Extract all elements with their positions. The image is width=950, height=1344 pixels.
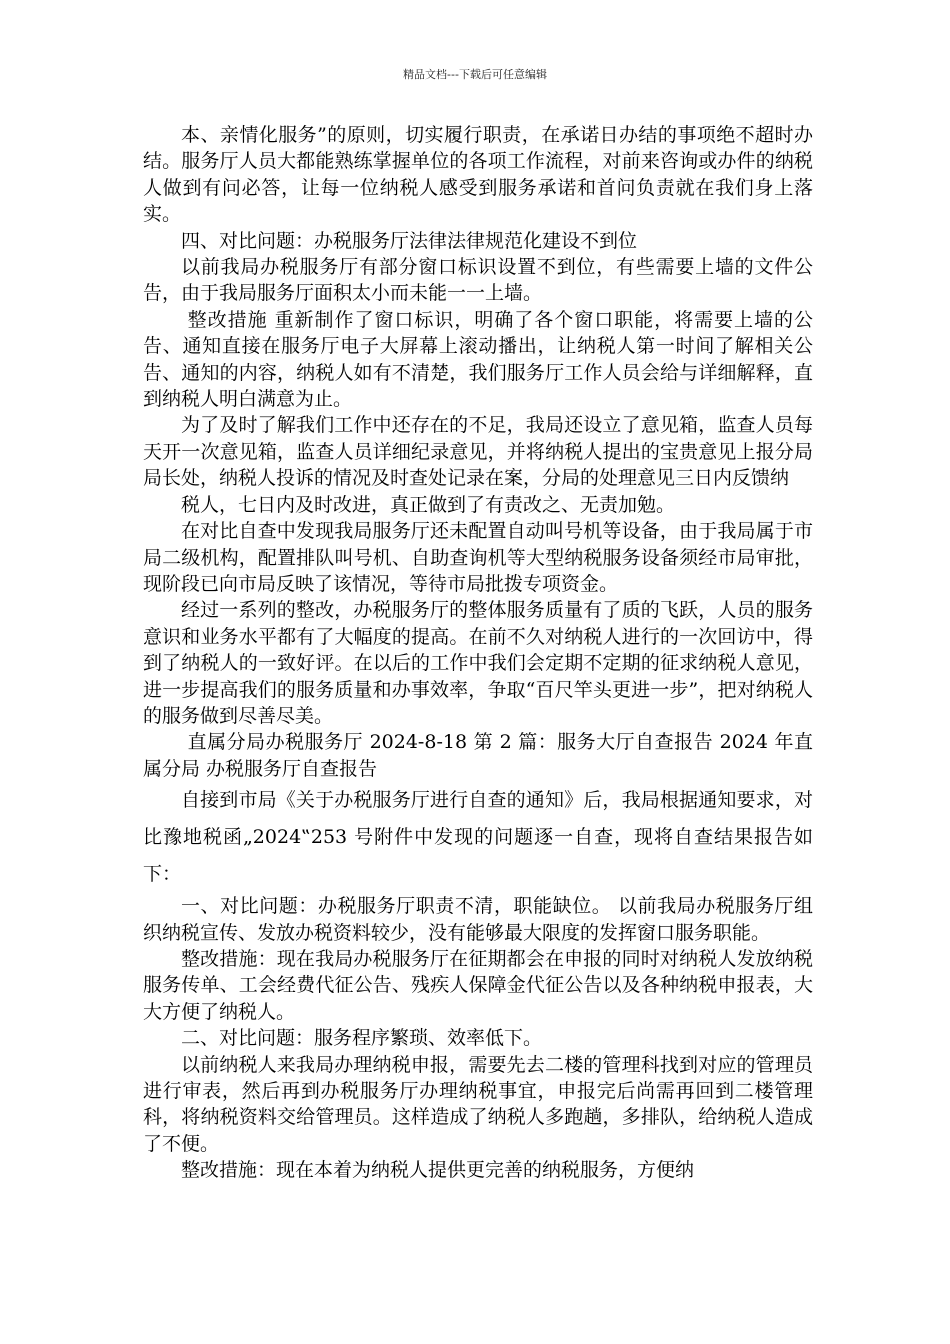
- paragraph-report-intro: 自接到市局《关于办税服务厅进行自查的通知》后，我局根据通知要求，对比豫地税函„2024‟253 号附件中发现的问题逐一自查，现将自查结果报告如下：: [143, 789, 813, 886]
- paragraph-rectification-result: 经过一系列的整改，办税服务厅的整体服务质量有了质的飞跃，人员的服务意识和业务水平都有了大幅度的提高。在前不久对纳税人进行的一次回访中，得到了纳税人的一致好评。在以后的工作中我们会定期不定期的征求纳税人意见，进一步提高我们的服务质量和办事效率，争取“百尺竿头更进一步”，把对纳税人的服务做到尽善尽美。: [143, 599, 813, 727]
- heading-issue-four: 四、对比问题：办税服务厅法律法律规范化建设不到位: [181, 229, 638, 252]
- paragraph-issue-one: 一、对比问题：办税服务厅职责不清，职能缺位。 以前我局办税服务厅组织纳税宣传、发放办税资料较少，没有能够最大限度的发挥窗口服务职能。: [143, 895, 813, 944]
- document-body: [143, 122, 813, 1184]
- page-header: 精品文档---下载后可任意编辑: [403, 68, 547, 81]
- paragraph-report-title: 直属分局办税服务厅 2024-8-18 第 2 篇：服务大厅自查报告 2024 年直属分局 办税服务厅自查报告: [143, 731, 813, 780]
- paragraph-suggestion-box-continued: 税人，七日内及时改进，真正做到了有责改之、无责加勉。: [181, 493, 676, 516]
- paragraph-rectification-one: 整改措施：现在我局办税服务厅在征期都会在申报的同时对纳税人发放纳税服务传单、工会经费代征公告、残疾人保障金代征公告以及各种纳税申报表，大大方便了纳税人。: [143, 947, 813, 1023]
- heading-issue-two: 二、对比问题：服务程序繁琐、效率低下。: [181, 1027, 543, 1050]
- paragraph-queue-machine: 在对比自查中发现我局服务厅还未配置自动叫号机等设备，由于我局属于市局二级机构，配置排队叫号机、自助查询机等大型纳税服务设备须经市局审批，现阶段已向市局反映了该情况，等待市局批拨专项资金。: [143, 520, 813, 595]
- paragraph-rectification-two: 整改措施：现在本着为纳税人提供更完善的纳税服务，方便纳: [181, 1159, 695, 1182]
- paragraph-old-procedure: 以前纳税人来我局办理纳税申报，需要先去二楼的管理科找到对应的管理员进行审表，然后再到办税服务厅办理纳税事宜，申报完后尚需再回到二楼管理科，将纳税资料交给管理员。这样造成了纳税人多跑趟，多排队，给纳税人造成了不便。: [143, 1053, 813, 1155]
- paragraph-suggestion-box: 为了及时了解我们工作中还存在的不足，我局还设立了意见箱，监查人员每天开一次意见箱，监查人员详细纪录意见，并将纳税人提出的宝贵意见上报分局局长处，纳税人投诉的情况及时查处记录在案，分局的处理意见三日内反馈纳: [143, 414, 813, 490]
- paragraph-window-signs: 以前我局办税服务厅有部分窗口标识设置不到位，有些需要上墙的文件公告，由于我局服务厅面积太小而未能一一上墙。: [143, 256, 813, 305]
- paragraph-service-principle: 本、亲情化服务”的原则，切实履行职责，在承诺日办结的事项绝不超时办结。服务厅人员大都能熟练掌握单位的各项工作流程，对前来咨询或办件的纳税人做到有问必答，让每一位纳税人感受到服务承诺和首问负责就在我们身上落实。: [143, 124, 813, 226]
- paragraph-rectification-signs: 整改措施 重新制作了窗口标识，明确了各个窗口职能，将需要上墙的公告、通知直接在服务厅电子大屏幕上滚动播出，让纳税人第一时间了解相关公告、通知的内容，纳税人如有不清楚，我们服务厅工作人员会给与详细解释，直到纳税人明白满意为止。: [143, 308, 813, 411]
